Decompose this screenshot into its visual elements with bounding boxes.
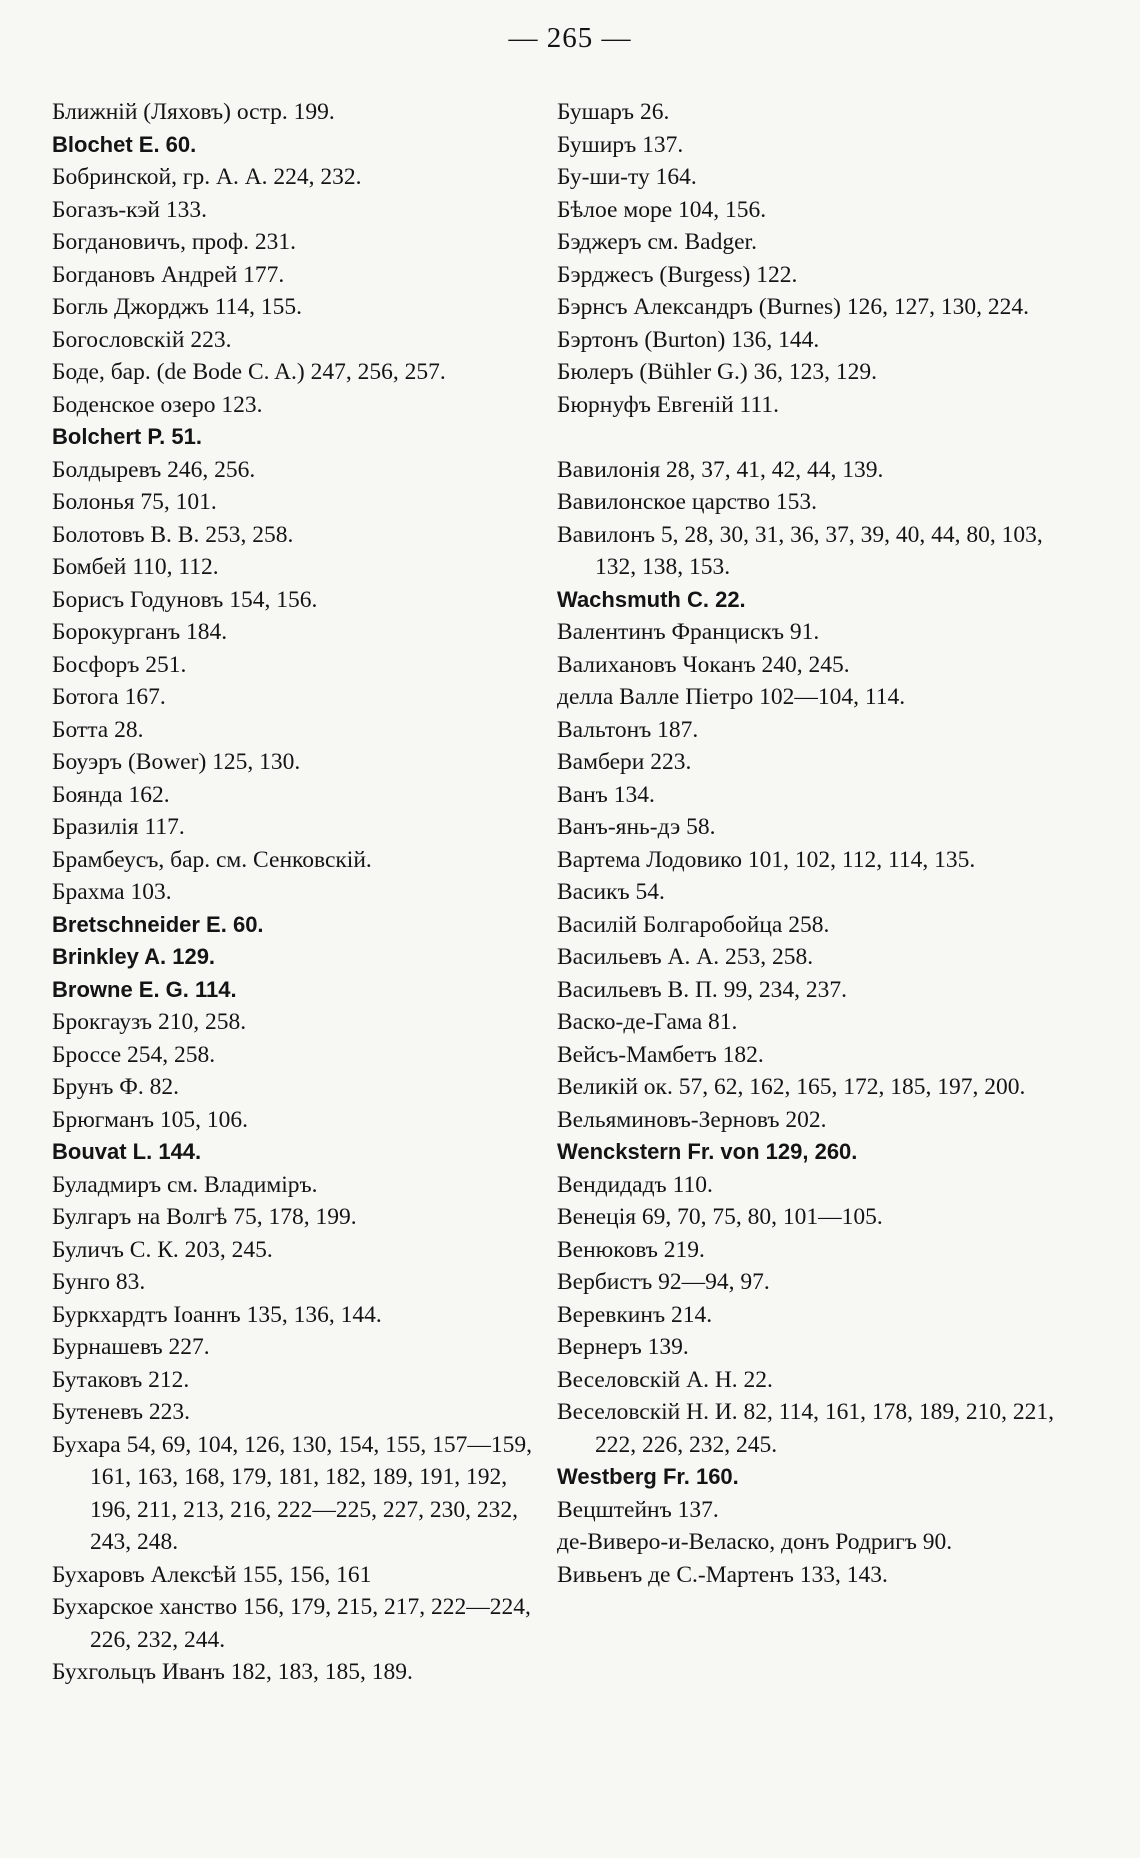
- index-entry: Васильевъ А. А. 253, 258.: [557, 944, 814, 970]
- index-entry: Богдановъ Андрей 177.: [52, 261, 285, 288]
- index-entry: Бухарское ханство 156, 179, 215, 217, 222—224, 226, 232, 244.: [52, 1594, 531, 1653]
- index-entry: Бэрнсъ Александръ (Burnes) 126, 127, 130, 224.: [557, 294, 1030, 320]
- index-entry: Веселовскій А. Н. 22.: [557, 1366, 773, 1393]
- index-entry: Вальтонъ 187.: [557, 716, 699, 743]
- index-entry: Brinkley A. 129.: [52, 944, 216, 969]
- index-entry: Вартема Лодовико 101, 102, 112, 114, 135.: [557, 846, 976, 873]
- index-entry: Бюлеръ (Bühler G.) 36, 123, 129.: [557, 359, 877, 385]
- index-entry: Вамбери 223.: [557, 749, 692, 775]
- index-entry: Бутеневъ 223.: [52, 1399, 191, 1425]
- index-entry: Бомбей 110, 112.: [52, 554, 219, 580]
- index-entry: Бюрнуфъ Евгеній 111.: [557, 391, 779, 418]
- index-entry: Бэртонъ (Burton) 136, 144.: [557, 326, 820, 353]
- index-entry: Васильевъ В. П. 99, 234, 237.: [557, 976, 848, 1003]
- section-gap: [557, 421, 1057, 454]
- index-entry: Богдановичъ, проф. 231.: [52, 229, 296, 255]
- index-entry: Брамбеусъ, бар. см. Сенковскій.: [52, 846, 372, 873]
- index-entry: Bolchert P. 51.: [52, 424, 202, 449]
- index-entry: Бухара 54, 69, 104, 126, 130, 154, 155, 157—159, 161, 163, 168, 179, 181, 182, 189, 191, 192, 196, 211, 213, 216, 222—225, 227, 230, 232, 243, 248.: [52, 1431, 532, 1555]
- index-entry: делла Валле Піетро 102—104, 114.: [557, 684, 906, 710]
- index-entry: Боянда 162.: [52, 781, 170, 808]
- index-entry: Василій Болгаробойца 258.: [557, 911, 830, 938]
- index-column-right: [557, 96, 1057, 1591]
- index-entry: Богль Джорджъ 114, 155.: [52, 294, 303, 320]
- index-entry: Венеція 69, 70, 75, 80, 101—105.: [557, 1204, 883, 1230]
- index-entry: Боуэръ (Bower) 125, 130.: [52, 749, 301, 775]
- index-entry: Буркхардтъ Іоаннъ 135, 136, 144.: [52, 1301, 382, 1328]
- index-entry: Вельяминовъ-Зерновъ 202.: [557, 1106, 827, 1133]
- index-entry: Брахма 103.: [52, 879, 172, 905]
- index-entry: Вернеръ 139.: [557, 1334, 689, 1360]
- index-entry: Bouvat L. 144.: [52, 1139, 202, 1164]
- index-entry: Wenckstern Fr. von 129, 260.: [557, 1139, 858, 1164]
- index-entry: Вавилонія 28, 37, 41, 42, 44, 139.: [557, 456, 884, 483]
- index-entry: Browne E. G. 114.: [52, 976, 237, 1002]
- index-entry: Ботога 167.: [52, 684, 166, 710]
- index-entry: Булгаръ на Волгѣ 75, 178, 199.: [52, 1204, 357, 1230]
- index-entry: Ближній (Ляховъ) остр. 199.: [52, 99, 335, 125]
- index-entry: Wachsmuth C. 22.: [557, 586, 746, 612]
- page-number: — 265 —: [508, 22, 632, 54]
- index-entry: Бэджеръ см. Badger.: [557, 229, 757, 255]
- index-column-left: [52, 96, 532, 1689]
- index-entry: Бухаровъ Алексѣй 155, 156, 161: [52, 1561, 372, 1588]
- index-entry: Бразилія 117.: [52, 814, 185, 840]
- index-entry: Брюгманъ 105, 106.: [52, 1106, 248, 1133]
- index-entry: Бѣлое море 104, 156.: [557, 196, 767, 223]
- index-entry: Богазъ-кэй 133.: [52, 196, 207, 223]
- index-entry: Валентинъ Францискъ 91.: [557, 619, 820, 645]
- index-entry: Бурнашевъ 227.: [52, 1334, 210, 1360]
- index-entry: Богословскій 223.: [52, 326, 232, 353]
- index-entry: Бутаковъ 212.: [52, 1366, 190, 1393]
- index-entry: Ванъ-янь-дэ 58.: [557, 814, 716, 840]
- index-entry: де-Виверо-и-Веласко, донъ Родригъ 90.: [557, 1529, 953, 1555]
- index-entry: Васко-де-Гама 81.: [557, 1009, 738, 1035]
- index-entry: Буладмиръ см. Владиміръ.: [52, 1171, 318, 1198]
- index-entry: Веселовскій Н. И. 82, 114, 161, 178, 189, 210, 221, 222, 226, 232, 245.: [557, 1399, 1055, 1458]
- index-entry: Вендидадъ 110.: [557, 1171, 713, 1198]
- index-entry: Бобринской, гр. А. А. 224, 232.: [52, 164, 362, 190]
- index-entry: Бушаръ 26.: [557, 99, 670, 125]
- index-entry: Westberg Fr. 160.: [557, 1464, 739, 1489]
- index-entry: Бэрджесъ (Burgess) 122.: [557, 261, 798, 288]
- index-entry: Васикъ 54.: [557, 879, 665, 905]
- index-entry: Вавилонъ 5, 28, 30, 31, 36, 37, 39, 40, 44, 80, 103, 132, 138, 153.: [557, 521, 1043, 580]
- index-entry: Вейсъ-Мамбетъ 182.: [557, 1041, 764, 1068]
- index-entry: Бухгольцъ Иванъ 182, 183, 185, 189.: [52, 1659, 413, 1685]
- index-entry: Bretschneider E. 60.: [52, 911, 264, 937]
- index-entry: Борисъ Годуновъ 154, 156.: [52, 586, 318, 613]
- index-entry: Боденское озеро 123.: [52, 391, 263, 418]
- index-entry: Бу-ши-ту 164.: [557, 164, 697, 190]
- index-entry: Венюковъ 219.: [557, 1236, 705, 1263]
- index-entry: Болдыревъ 246, 256.: [52, 456, 256, 483]
- index-entry: Буличъ С. К. 203, 245.: [52, 1236, 273, 1263]
- index-entry: Буширъ 137.: [557, 131, 684, 158]
- index-entry: Болонья 75, 101.: [52, 489, 217, 515]
- index-entry: Вербистъ 92—94, 97.: [557, 1269, 770, 1295]
- index-entry: Брокгаузъ 210, 258.: [52, 1009, 247, 1035]
- index-entry: Болотовъ В. В. 253, 258.: [52, 521, 294, 548]
- index-entry: Ботта 28.: [52, 716, 144, 743]
- index-entry: Боде, бар. (de Bode C. A.) 247, 256, 257.: [52, 359, 446, 385]
- index-entry: Великій ок. 57, 62, 162, 165, 172, 185, 197, 200.: [557, 1074, 1026, 1100]
- index-entry: Вавилонское царство 153.: [557, 489, 817, 515]
- index-entry: Вецштейнъ 137.: [557, 1496, 719, 1523]
- index-entry: Босфоръ 251.: [52, 651, 187, 678]
- index-entry: Вивьенъ де С.-Мартенъ 133, 143.: [557, 1561, 888, 1588]
- index-entry: Веревкинъ 214.: [557, 1301, 713, 1328]
- index-entry: Ванъ 134.: [557, 781, 655, 808]
- index-entry: Брунъ Ф. 82.: [52, 1074, 179, 1100]
- index-entry: Blochet E. 60.: [52, 131, 197, 157]
- index-entry: Борокурганъ 184.: [52, 619, 228, 645]
- index-entry: Валихановъ Чоканъ 240, 245.: [557, 651, 850, 678]
- index-entry: Бунго 83.: [52, 1269, 146, 1295]
- index-entry: Броссе 254, 258.: [52, 1041, 216, 1068]
